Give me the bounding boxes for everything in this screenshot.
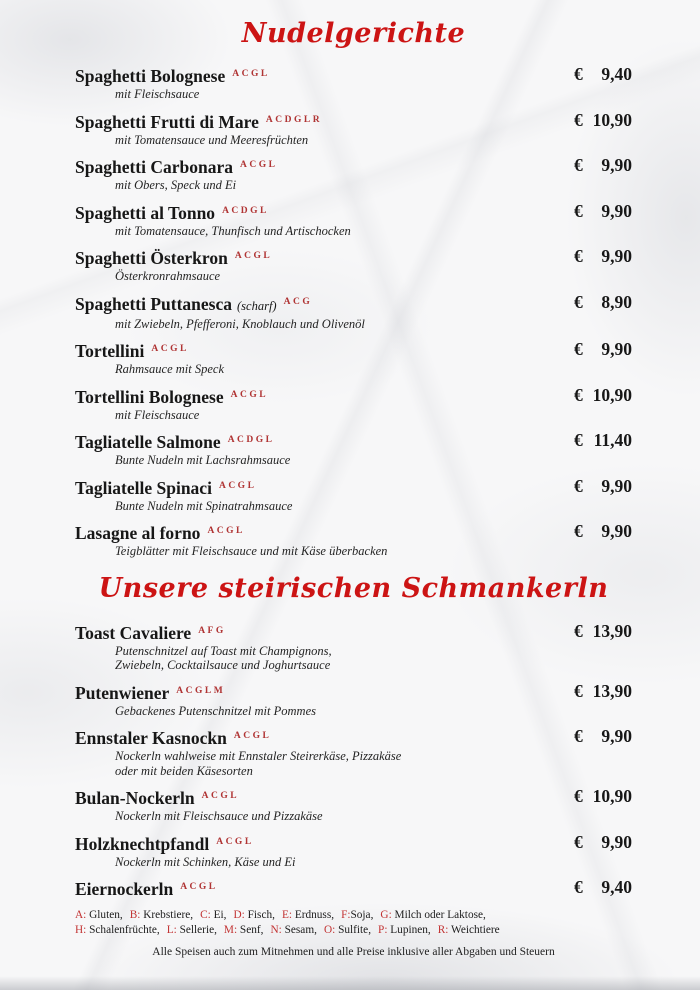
item-price [574,430,632,451]
price-amount: 11,40 [593,430,632,451]
item-allergen-codes: ACGL [201,791,240,802]
legend-entry [438,924,500,936]
menu-item [75,201,632,239]
item-description [75,178,562,193]
item-price [574,292,632,313]
item-description [75,224,562,239]
legend-entry [378,924,431,936]
menu-section [75,573,632,901]
legend-allergen-code: E: [281,909,292,922]
menu-item [75,621,632,673]
section-title: Unsere steirischen Schmankerln [98,572,609,604]
menu-item [75,110,632,148]
legend-allergen-label: Soja, [350,909,374,922]
item-allergen-codes: ACGL [232,69,270,80]
legend-allergen-label: Sesam, [281,924,317,937]
legend-allergen-code: P: [378,924,388,937]
sections-container [75,18,632,900]
menu-item [75,155,632,193]
legend-entry [75,909,123,921]
section-items [75,621,632,901]
price-currency-symbol: € [574,831,583,852]
item-allergen-codes: ACGLM [176,685,226,696]
item-note: (scharf) [237,298,277,313]
price-amount: 9,90 [601,475,632,496]
menu-item [75,246,632,284]
price-amount: 9,40 [601,877,632,898]
item-price [574,877,632,898]
item-description [75,317,562,332]
legend-allergen-code: N: [270,924,282,937]
price-currency-symbol: € [574,521,583,542]
price-currency-symbol: € [574,726,583,747]
price-currency-symbol: € [574,64,583,85]
legend-allergen-label: Sellerie, [176,924,217,937]
legend-entry [224,924,264,936]
item-price [574,521,632,542]
legend-allergen-code: M: [223,924,238,937]
item-name: Holzknechtpfandl [75,833,210,854]
price-currency-symbol: € [574,620,583,641]
item-name: Toast Cavaliere [75,622,192,643]
price-amount: 9,90 [601,339,632,360]
menu-item [75,339,632,377]
section-title: Nudelgerichte [241,18,466,49]
price-currency-symbol: € [574,246,583,267]
legend-allergen-code: C: [200,909,211,922]
item-name: Spaghetti Carbonara [75,157,233,178]
legend-allergen-code: A: [75,909,87,922]
item-description-line: Zwiebeln, Cocktailsauce und Joghurtsauce [115,658,331,673]
menu-item [75,430,632,468]
price-amount: 9,40 [601,64,632,85]
item-description [75,133,562,148]
item-allergen-codes: ACGL [207,526,245,537]
item-allergen-codes: ACGL [240,160,278,171]
item-description-line: mit Tomatensauce, Thunfisch und Artischocken [115,223,351,238]
item-description [75,87,562,102]
price-currency-symbol: € [574,877,583,898]
item-description-line: Rahmsauce mit Speck [115,362,224,377]
item-allergen-codes: ACG [283,296,313,307]
menu-item [75,786,632,824]
price-amount: 9,90 [601,726,632,747]
item-description-line: Nockerln mit Fleischsauce und Pizzakäse [115,809,323,824]
item-allergen-codes: ACGL [151,344,189,355]
item-allergen-codes: ACGL [180,882,218,893]
legend-allergen-code: B: [129,909,141,922]
price-amount: 10,90 [592,786,632,807]
item-description-line: mit Tomatensauce und Meeresfrüchten [115,132,309,147]
allergen-legend [75,908,632,938]
item-description-line: mit Obers, Speck und Ei [115,178,237,193]
item-name: Spaghetti Puttanesca [75,293,233,314]
item-description [75,749,562,778]
price-amount: 8,90 [601,291,632,312]
legend-allergen-label: Senf, [237,924,264,937]
item-allergen-codes: AFG [198,625,226,636]
legend-allergen-label: Gluten, [86,909,123,922]
price-amount: 10,90 [592,384,632,405]
legend-allergen-label: Weichtiere [448,924,500,937]
legend-entry [167,924,217,936]
legend-entry [234,909,275,921]
item-price [574,246,632,267]
item-name: Bulan-Nockerln [75,788,195,809]
legend-allergen-label: Ei, [210,909,227,922]
legend-allergen-code: R: [437,924,449,937]
price-amount: 13,90 [592,680,632,701]
legend-entry [130,909,193,921]
item-allergen-codes: ACDGL [227,435,275,446]
legend-allergen-label: Milch oder Laktose, [391,909,486,922]
price-currency-symbol: € [574,475,583,496]
item-price [574,476,632,497]
item-price [574,726,632,747]
item-allergen-codes: ACGL [233,731,272,742]
item-price [574,110,632,131]
item-name: Tagliatelle Spinaci [75,477,212,498]
price-amount: 9,90 [601,200,632,221]
item-description-line: Gebackenes Putenschnitzel mit Pommes [115,703,316,718]
legend-line [75,923,632,938]
menu-item [75,726,632,778]
legend-entry [341,909,373,921]
item-description [75,704,562,719]
legend-line [75,908,632,923]
item-description-line: Nockerln wahlweise mit Ennstaler Steirerkäse, Pizzakäse [115,749,402,764]
price-currency-symbol: € [574,680,583,701]
item-price [574,681,632,702]
item-description [75,544,562,559]
legend-allergen-code: G: [380,909,392,922]
item-name: Lasagne al forno [75,523,201,544]
item-description-line: Bunte Nudeln mit Lachsrahmsauce [115,453,291,468]
price-currency-symbol: € [574,339,583,360]
legend-allergen-code: O: [323,924,336,937]
section-items [75,64,632,559]
item-name: Spaghetti Bolognese [75,66,226,87]
legend-allergen-code: F: [341,909,351,922]
item-name: Spaghetti Frutti di Mare [75,111,259,132]
item-description [75,362,562,377]
item-allergen-codes: ACGL [234,251,273,262]
item-name: Tortellini Bolognese [75,386,224,407]
price-currency-symbol: € [574,155,583,176]
item-price [574,786,632,807]
price-currency-symbol: € [574,291,583,312]
item-name: Tortellini [75,341,145,362]
item-name: Tagliatelle Salmone [75,432,221,453]
item-description-line: mit Fleischsauce [115,87,200,102]
item-description-line: Nockerln mit Schinken, Käse und Ei [115,854,296,869]
legend-entry [380,909,485,921]
price-amount: 9,90 [601,521,632,542]
item-name: Spaghetti al Tonno [75,202,216,223]
price-amount: 9,90 [601,246,632,267]
menu-item [75,292,632,332]
item-price [574,832,632,853]
item-description [75,809,562,824]
item-description [75,269,562,284]
item-price [574,339,632,360]
price-currency-symbol: € [574,786,583,807]
legend-entry [324,924,371,936]
item-allergen-codes: ACGL [216,836,254,847]
item-allergen-codes: ACDGL [222,205,269,216]
legend-allergen-label: Lupinen, [387,924,431,937]
item-description-line: mit Fleischsauce [115,407,200,422]
legend-allergen-label: Erdnuss, [292,909,335,922]
price-amount: 9,90 [601,155,632,176]
legend-entry [282,909,334,921]
item-name: Eiernockerln [75,879,174,900]
item-price [574,155,632,176]
item-description-line: Österkronrahmsauce [115,269,221,284]
item-description-line: Bunte Nudeln mit Spinatrahmsauce [115,498,293,513]
item-price [574,385,632,406]
menu-item [75,64,632,102]
menu-item [75,385,632,423]
item-description-line: Teigblätter mit Fleischsauce und mit Käse überbacken [115,544,388,559]
price-currency-symbol: € [574,200,583,221]
item-description-line: Putenschnitzel auf Toast mit Champignons, [115,643,332,658]
legend-allergen-label: Sulfite, [335,924,372,937]
item-description-line: mit Zwiebeln, Pfefferoni, Knoblauch und Olivenöl [115,316,365,331]
legend-allergen-label: Fisch, [244,909,275,922]
item-name: Spaghetti Österkron [75,248,228,269]
price-amount: 9,90 [601,831,632,852]
item-price [574,64,632,85]
menu-section [75,18,632,559]
item-name: Putenwiener [75,682,170,703]
item-description [75,408,562,423]
price-amount: 10,90 [592,109,632,130]
legend-allergen-code: L: [166,924,177,937]
menu-item [75,476,632,514]
menu-item [75,877,632,900]
item-description [75,644,562,673]
item-description [75,453,562,468]
menu-item [75,681,632,719]
legend-entry [270,924,316,936]
legend-allergen-code: H: [75,924,87,937]
price-amount: 13,90 [592,620,632,641]
item-allergen-codes: ACGL [218,480,257,491]
item-allergen-codes: ACGL [230,389,269,400]
legend-allergen-label: Schalenfrüchte, [86,924,160,937]
menu-item [75,832,632,870]
legend-allergen-code: D: [233,909,245,922]
item-name: Ennstaler Kasnockn [75,728,227,749]
item-description-line: oder mit beiden Käsesorten [115,763,253,778]
item-price [574,621,632,642]
price-currency-symbol: € [574,384,583,405]
item-description [75,855,562,870]
item-price [574,201,632,222]
price-currency-symbol: € [574,109,583,130]
item-description [75,499,562,514]
legend-entry [200,909,226,921]
menu-item [75,521,632,559]
footer-note: Alle Speisen auch zum Mitnehmen und alle Preise inklusive aller Abgaben und Steuern [152,946,555,959]
legend-allergen-label: Krebstiere, [140,909,194,922]
price-currency-symbol: € [574,430,583,451]
legend-entry [75,924,160,936]
item-allergen-codes: ACDGLR [265,114,323,125]
